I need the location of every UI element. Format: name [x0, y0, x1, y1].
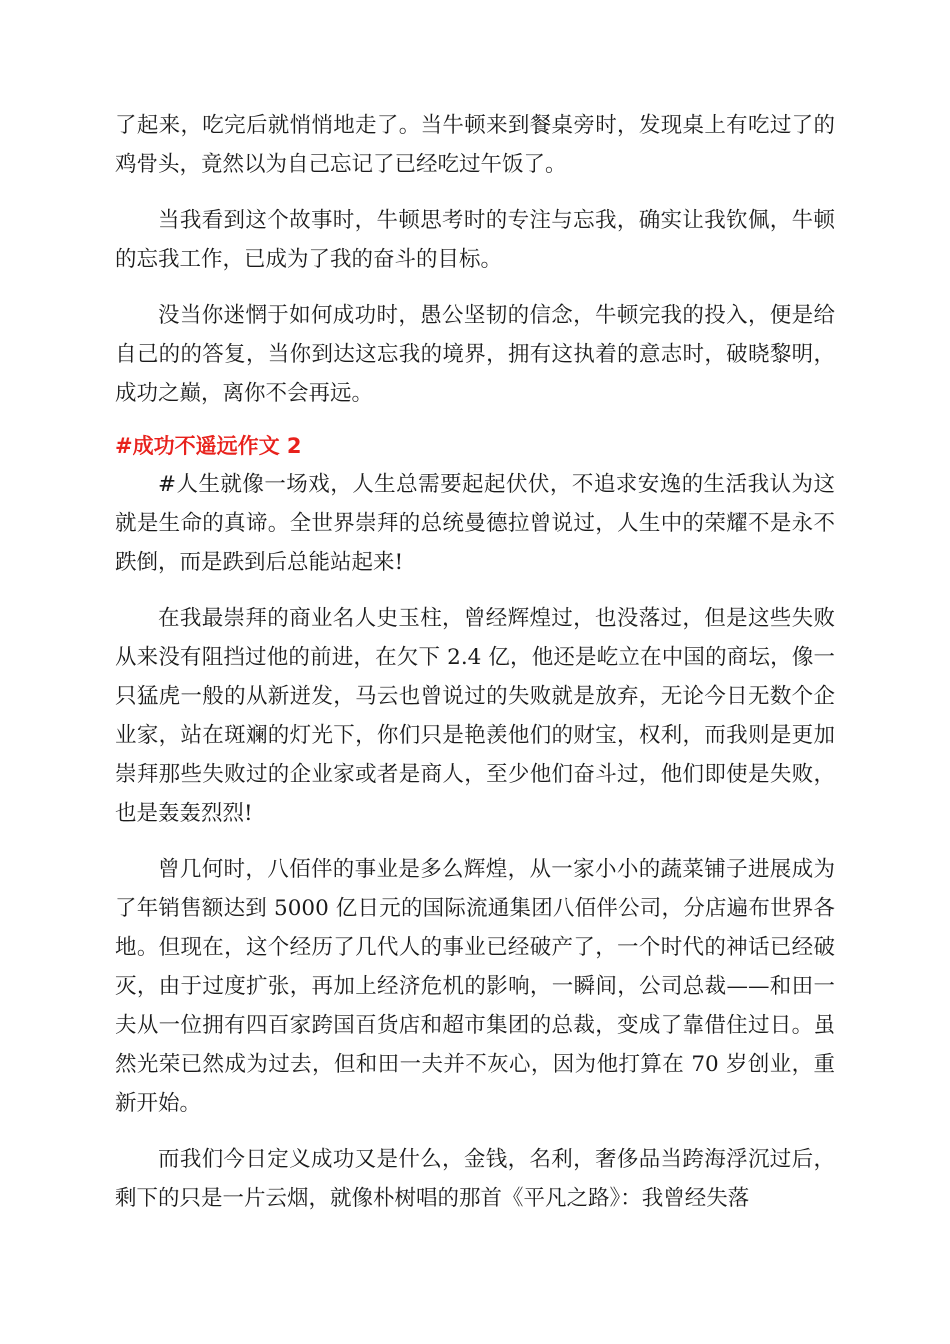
paragraph: 了起来，吃完后就悄悄地走了。当牛顿来到餐桌旁时，发现桌上有吃过了的鸡骨头，竟然以为自己忘记了已经吃过午饭了。: [115, 113, 835, 177]
paragraph: 当我看到这个故事时，牛顿思考时的专注与忘我，确实让我钦佩，牛顿的忘我工作，已成为了我的奋斗的目标。: [115, 208, 835, 272]
document-page: [115, 106, 835, 1235]
paragraph: #人生就像一场戏，人生总需要起起伏伏，不追求安逸的生活我认为这就是生命的真谛。全世界崇拜的总统曼德拉曾说过，人生中的荣耀不是永不跌倒，而是跌到后总能站起来!: [115, 472, 835, 575]
paragraph: 曾几何时，八佰伴的事业是多么辉煌，从一家小小的蔬菜铺子进展成为了年销售额达到 5000 亿日元的国际流通集团八佰伴公司，分店遍布世界各地。但现在，这个经历了几代人的事业已经破产了，一个时代的神话已经破灭，由于过度扩张，再加上经济危机的影响，一瞬间，公司总裁——和田一夫从一位拥有四百家跨国百货店和超市集团的总裁，变成了靠借住过日。虽然光荣已然成为过去，但和田一夫并不灰心，因为他打算在 70 岁创业，重新开始。: [115, 857, 835, 1116]
paragraph: 没当你迷惘于如何成功时，愚公坚韧的信念，牛顿完我的投入，便是给自己的的答复，当你到达这忘我的境界，拥有这执着的意志时，破晓黎明，成功之巅，离你不会再远。: [115, 303, 835, 406]
paragraph: 而我们今日定义成功又是什么，金钱，名利，奢侈品当跨海浮沉过后，剩下的只是一片云烟，就像朴树唱的那首《平凡之路》：我曾经失落: [115, 1147, 835, 1211]
paragraph: 在我最崇拜的商业名人史玉柱，曾经辉煌过，也没落过，但是这些失败从来没有阻挡过他的前进，在欠下 2.4 亿，他还是屹立在中国的商坛，像一只猛虎一般的从新迸发，马云也曾说过的失败就是放弃，无论今日无数个企业家，站在斑斓的灯光下，你们只是艳羡他们的财宝，权利，而我则是更加崇拜那些失败过的企业家或者是商人，至少他们奋斗过，他们即使是失败，也是轰轰烈烈!: [115, 606, 835, 826]
section-heading: #成功不遥远作文 2: [115, 434, 302, 458]
